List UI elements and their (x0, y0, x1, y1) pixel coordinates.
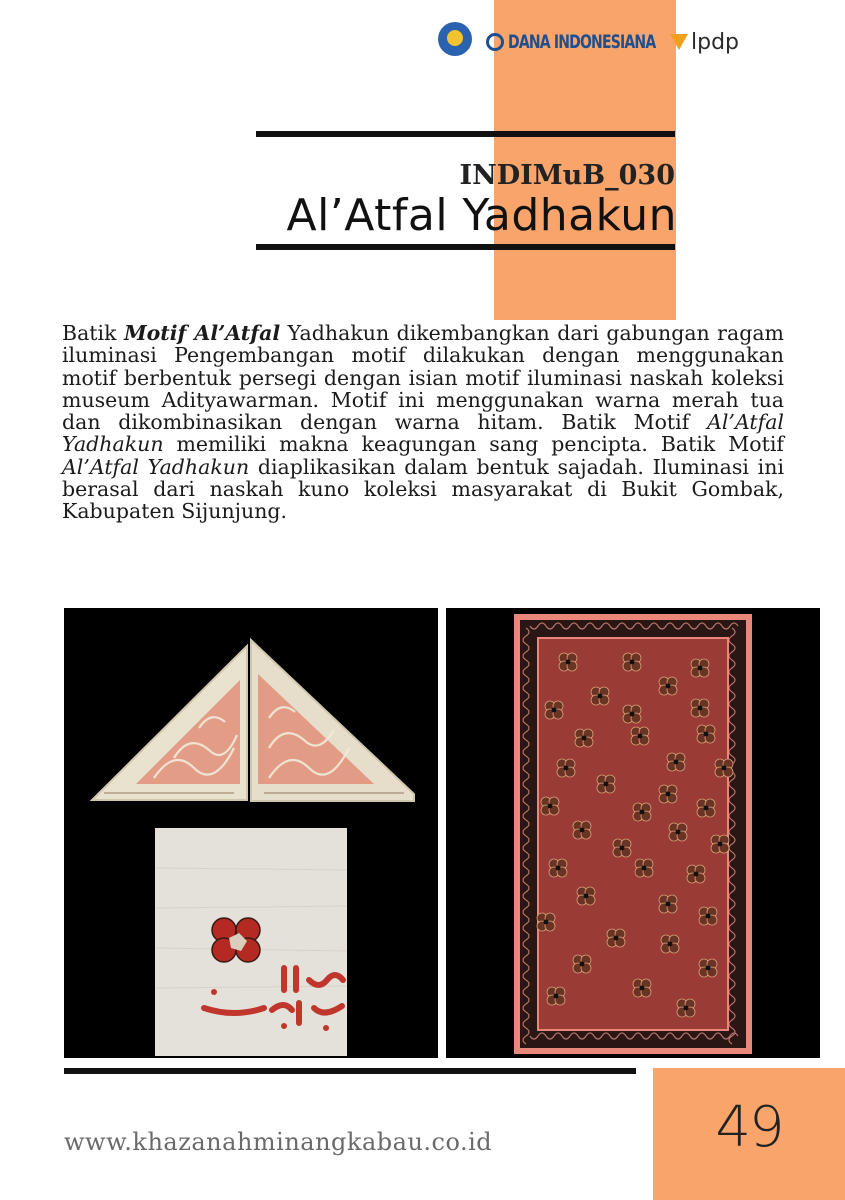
rug-motif (607, 929, 625, 947)
rug-motif (573, 955, 591, 973)
body-segment: memiliki makna keagungan sang pencipta. Batik Motif (163, 432, 784, 457)
lpdp-logo (670, 28, 739, 56)
rug-motif (697, 725, 715, 743)
rug-motif (613, 839, 631, 857)
rug-motif (623, 705, 641, 723)
rug-motif (623, 653, 641, 671)
rug-motif (547, 987, 565, 1005)
dana-logo-icon (486, 33, 504, 51)
rug-motif (633, 979, 651, 997)
rug-motif (633, 803, 651, 821)
rug-motif (549, 859, 567, 877)
footer-rule (64, 1068, 636, 1074)
prayer-rug-batik-design (446, 608, 820, 1058)
rug-motif (631, 727, 649, 745)
body-segment: diaplikasikan dalam bentuk sajadah. Iluminasi ini berasal dari naskah kuno koleksi masyarakat di Bukit Gombak, Kabupaten Sijunjung. (62, 454, 784, 524)
body-segment: Al’Atfal Yadhakun (62, 410, 784, 457)
rug-motif (591, 687, 609, 705)
rug-motif (715, 759, 733, 777)
prayer-rug-illustration (446, 608, 820, 1058)
rug-motif (667, 753, 685, 771)
kemdikbud-logo-icon (438, 22, 472, 56)
body-segment: Al’Atfal Yadhakun (62, 454, 250, 479)
dana-indonesiana-logo (486, 28, 688, 56)
rug-motif (577, 887, 595, 905)
body-segment: Yadhakun dikembangkan dari gabungan ragam iluminasi Pengembangan motif dilakukan dengan menggunakan motif berbentuk persegi dengan isian motif iluminasi naskah koleksi museum Adityawarman. Motif ini menggunakan warna merah tua dan dikombinasikan dengan warna hitam. Batik Motif (62, 321, 784, 435)
rug-motif (677, 999, 695, 1017)
page-title: Al’Atfal Yadhakun (286, 190, 677, 241)
rug-motif (661, 935, 679, 953)
rug-motif (691, 659, 709, 677)
title-rule-bottom (256, 244, 675, 250)
body-segment: Batik (62, 321, 124, 345)
page-number: 49 (715, 1095, 783, 1160)
rug-motif (659, 677, 677, 695)
rug-motif (659, 895, 677, 913)
description-paragraph (62, 322, 784, 523)
rug-motif (691, 699, 709, 717)
rug-motif (659, 785, 677, 803)
manuscript-illustration (64, 608, 438, 1058)
title-rule-top (256, 131, 675, 137)
manuscript-illumination-photos (64, 608, 438, 1058)
dana-logo-text: DANA INDONESIANA (508, 31, 656, 53)
rug-motif (711, 835, 729, 853)
rug-motif (559, 653, 577, 671)
lpdp-logo-text: lpdp (691, 29, 740, 55)
rug-motif (687, 865, 705, 883)
rug-motif (669, 823, 687, 841)
lpdp-logo-icon (670, 34, 688, 50)
rug-motif (699, 959, 717, 977)
rug-motif (541, 797, 559, 815)
rug-motif (575, 729, 593, 747)
document-code: INDIMuB_030 (459, 160, 675, 191)
rug-motif (537, 913, 555, 931)
rug-motif (635, 859, 653, 877)
body-segment: Motif Al’Atfal (123, 321, 281, 345)
rug-motif (545, 701, 563, 719)
rug-motif (557, 759, 575, 777)
rug-motif (697, 799, 715, 817)
website-url: www.khazanahminangkabau.co.id (64, 1128, 493, 1156)
rug-motif (573, 821, 591, 839)
rug-motif (699, 907, 717, 925)
rug-motif (597, 775, 615, 793)
